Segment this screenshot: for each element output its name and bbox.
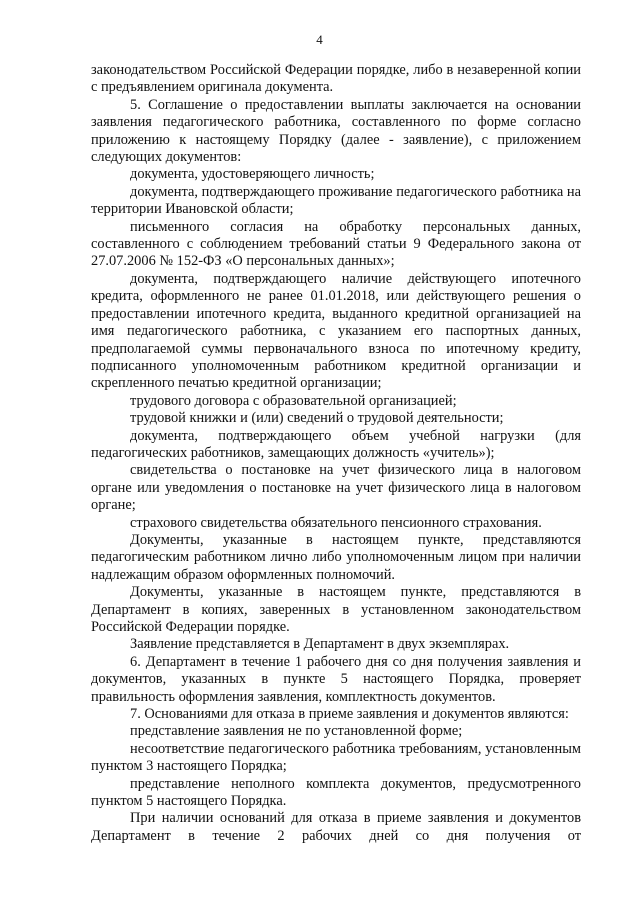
list-item-wrong-form: представление заявления не по установленной форме;	[130, 723, 463, 740]
list-item-mortgage-document: документа, подтверждающего наличие действующего ипотечного кредита, оформленного не ранее 01.01.2018, или действующего решения о предоставлении ипотечного кредита, выданного кредитной организацией на имя педагогического работника, с указанием его паспортных данных, предполагаемой суммы первоначального взноса по ипотечному кредиту, подписанного уполномоченным работником кредитной организации и скрепленного печатью кредитной организации;	[91, 270, 581, 392]
list-item-residence-document: документа, подтверждающего проживание педагогического работника на территории Ивановской области;	[91, 183, 581, 218]
page-number: 4	[316, 32, 323, 47]
document-body	[91, 62, 581, 845]
paragraph-refusal-grounds: При наличии оснований для отказа в приеме заявления и документов Департамент в течение 2 рабочих дней со дня получения от	[91, 810, 581, 844]
list-item-nonconformity: несоответствие педагогического работника требованиям, установленным пунктом 3 настоящего Порядка;	[91, 740, 581, 775]
list-item-workload-document: документа, подтверждающего объем учебной нагрузки (для педагогических работников, замещающих должность «учитель»);	[91, 427, 581, 461]
paragraph-item-5: 5. Соглашение о предоставлении выплаты заключается на основании заявления педагогического работника, составленного по форме согласно приложению к настоящему Порядку (далее - заявление), с приложением следующих документов:	[91, 96, 581, 166]
paragraph-continuation: законодательством Российской Федерации порядке, либо в незаверенной копии с предъявлением оригинала документа.	[91, 62, 581, 96]
paragraph-item-7: 7. Основаниями для отказа в приеме заявления и документов являются:	[130, 706, 569, 723]
list-item-personal-data-consent: письменного согласия на обработку персональных данных, составленного с соблюдением требований статьи 9 Федерального закона от 27.07.2006 № 152-ФЗ «О персональных данных»;	[91, 218, 581, 270]
paragraph-two-copies: Заявление представляется в Департамент в двух экземплярах.	[130, 636, 510, 653]
list-item-employment-contract: трудового договора с образовательной организацией;	[130, 392, 457, 409]
list-item-pension-insurance: страхового свидетельства обязательного пенсионного страхования.	[130, 514, 542, 531]
paragraph-submission-copies: Документы, указанные в настоящем пункте, представляются в Департамент в копиях, заверенных в установленном законодательством Российской Федерации порядке.	[91, 584, 581, 635]
list-item-tax-registration: свидетельства о постановке на учет физического лица в налоговом органе или уведомления о постановке на учет физического лица в налоговом органе;	[91, 462, 581, 514]
paragraph-submission-method: Документы, указанные в настоящем пункте, представляются педагогическим работником лично либо уполномоченным лицом при наличии надлежащим образом оформленных полномочий.	[91, 531, 581, 583]
paragraph-item-6: 6. Департамент в течение 1 рабочего дня со дня получения заявления и документов, указанных в пункте 5 настоящего Порядка, проверяет правильность оформления заявления, комплектность документов.	[91, 653, 581, 705]
list-item-identity-document: документа, удостоверяющего личность;	[130, 166, 375, 183]
list-item-work-book: трудовой книжки и (или) сведений о трудовой деятельности;	[130, 410, 504, 427]
list-item-incomplete-set: представление неполного комплекта документов, предусмотренного пунктом 5 настоящего Порядка.	[91, 775, 581, 810]
